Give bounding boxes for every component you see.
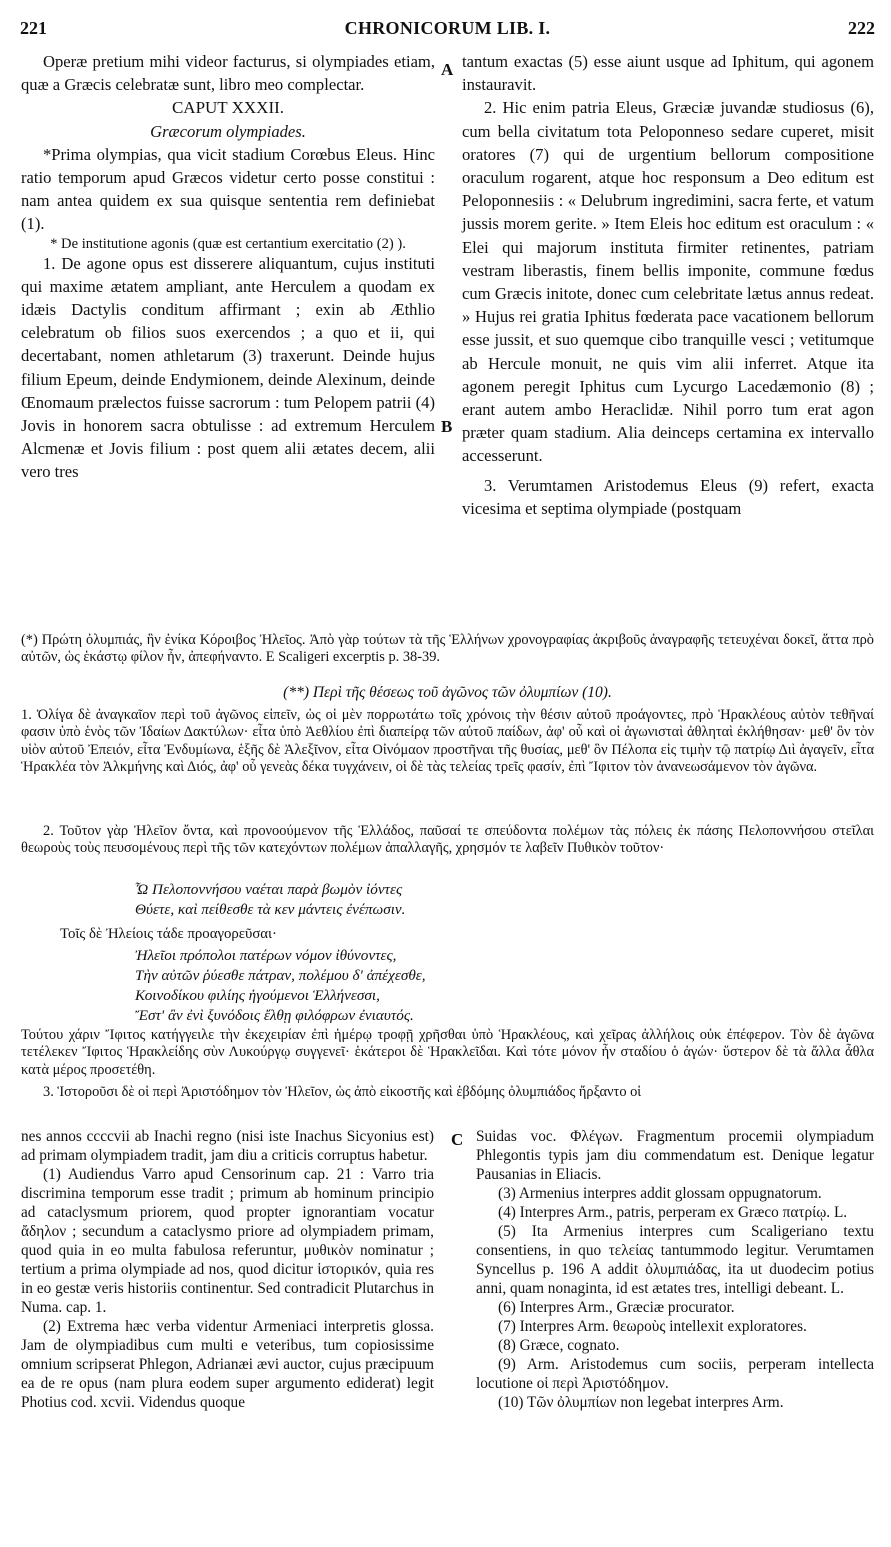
greek-paragraph-1-text: 1. Ὀλίγα δὲ ἀναγκαῖον περὶ τοῦ ἀγῶνος εἰπεῖν, ὡς οἱ μὲν πορρωτάτω τοῖς χρόνοις τὴν θέσιν αὐτοῦ προάγοντες, πρὸ Ἡρακλέους αὐτὸν τεθῆναί φασιν ὑπὸ ἑνὸς τῶν Ἰδαίων Δακτύλων· εἶτα ὑπὸ Ἀεθλίου ἐπὶ διαπείρᾳ τῶν αὐτοῦ παίδων, ἀφ' οὗ καὶ οἱ ἀγωνισταὶ ἀθληταὶ ἐκλήθησαν· μεθ' ὃν τὸν υἱὸν αὐτοῦ Ἐπειόν, εἶτα Ἐνδυμίωνα, ἑξῆς δὲ Ἀλεξῖνον, εἶτα Οἰνόμαον προστῆναι τῆς θυσίας, μεθ' ὃν Πέλοπα εἰς τιμὴν τῷ πατρίῳ Διὶ ἀγαγεῖν, εἶτα Ἡρακλέα τὸν Ἀλκμήνης καὶ Διός, ἀφ' οὗ γενεὰς δέκα τυγχάνειν, οἱ δὲ τὰς τελείας τρεῖς φασίν, ἐπὶ Ἴφιτον τὸν ἀνανεωσάμενον τὸν ἀγῶνα.	[21, 707, 874, 775]
greek-note-1	[21, 632, 874, 667]
footnote-6: (6) Interpres Arm., Græciæ procurator.	[498, 1299, 735, 1316]
footnote-7: (7) Interpres Arm. θεωροὺς intellexit exploratores.	[498, 1318, 807, 1335]
greek-note-1-text: (*) Πρώτη ὀλυμπιάς, ἣν ἐνίκα Κόροιβος Ἠλεῖος. Ἀπὸ γὰρ τούτων τὰ τῆς Ἑλλήνων χρονογραφίας ἀκριβοῦς ἀναγραφῆς τετευχέναι δοκεῖ, ἅττα πρὸ αὐτῶν, ὡς ἑκάστῳ φίλον ἦν, ἀπεφήναντο. E Scaligeri excerptis p. 38-39.	[21, 632, 874, 666]
margin-letter-a: A	[441, 60, 454, 79]
footnote-10: (10) Τῶν ὀλυμπίων non legebat interpres Arm.	[498, 1394, 784, 1411]
verse-line: Τὴν αὐτῶν ῥύεσθε πάτραν, πολέμου δ' ἀπέχεσθε,	[135, 967, 426, 984]
margin-letter-c: C	[451, 1130, 464, 1149]
greek-paragraph-3-text: Τούτου χάριν Ἴφιτος κατήγγειλε τὴν ἐκεχειρίαν ἐπὶ ἡμέρῳ τροφῇ χρῆσθαι ὑπὸ Ἡρακλέους, καὶ χεῖρας ἀλλήλοις οὐκ ἐπέφερον. Τὸν δὲ ἀγῶνα τετέλεκεν Ἴφιτος Ἡρακλείδης σὺν Λυκούργῳ συγγενεῖ· ἑκάτεροι δὲ Ἡρακλεῖδαι. Καὶ τότε μόνον ἦν σταδίου ὁ ἀγών· ὕστερον δὲ τὰ ἄλλα ἆθλα κατὰ μέρος προσετέθη.	[21, 1027, 874, 1078]
oracle-verse-1	[135, 880, 405, 920]
verse-intro: Τοῖς δὲ Ἠλείοις τάδε προαγορεῦσαι·	[60, 926, 277, 942]
footnote-5: (5) Ita Armenius interpres cum Scaligeriano textu consentiens, in quo τελείας tantummodo legitur. Verumtamen Syncellus p. 196 A addit ὀλυμπιάδας, ita ut duodecim potius anni, quam nonaginta, id est ætates tres, intelligi debeant. L.	[476, 1223, 874, 1297]
footnote-8: (8) Græce, cognato.	[498, 1337, 620, 1354]
footnote-continuation: nes annos ccccvii ab Inachi regno (nisi iste Inachus Sicyonius est) ad primam olympiadem tradit, jam diu a criticis corruptus habetur.	[21, 1128, 434, 1164]
upper-right-column	[462, 50, 874, 520]
oracle-verse-2	[135, 946, 426, 1026]
greek-paragraph-1	[21, 707, 874, 776]
verse-line: Ἠλεῖοι πρόπολοι πατέρων νόμον ἰθύνοντες,	[135, 947, 397, 964]
running-title: CHRONICORUM LIB. I.	[344, 18, 551, 38]
footnote-3: (3) Armenius interpres addit glossam oppugnatorum.	[498, 1185, 822, 1202]
footnote-2: (2) Extrema hæc verba videntur Armeniaci interpretis glossa. Jam de olympiadibus cum multi e veteribus, tum copiosissime omnium scripserat Phlegon, Adrianæi ævi auctor, cujus præcipuum ea de re opus (nam plura eodem super argumento ediderat) legit Photius cod. xcvii. Videndus quoque	[21, 1318, 434, 1411]
verse-line: Ἔστ' ἂν ἐνὶ ξυνόδοις ἔλθῃ φιλόφρων ἐνιαυτός.	[135, 1007, 414, 1024]
agon-paragraph-3: 3. Verumtamen Aristodemus Eleus (9) refert, exacta vicesima et septima olympiade (postquam	[462, 475, 874, 518]
footnote-1: (1) Audiendus Varro apud Censorinum cap. 21 : Varro tria discrimina temporum esse tradit ; primum ab hominum principio ad cataclysmum priorem, quod propter ignorantiam vocatur ἄδηλον ; secundum a cataclysmo priore ad olympiadem primam, quod quia in eo multa fabulosa referuntur, μυθικὸν nominatur ; tertium a prima olympiade ad nos, quod dicitur ἱστορικόν, quia res in eo gestæ veris historiis continentur. Sed contradicit Plutarchus in Numa. cap. 1.	[21, 1166, 434, 1316]
verse-line: Ὦ Πελοποννήσου ναέται παρὰ βωμὸν ἰόντες	[135, 881, 403, 898]
section-rubric: * De institutione agonis (quæ est certantium exercitatio (2) ).	[50, 235, 406, 252]
intro-paragraph: Operæ pretium mihi videor facturus, si olympiades etiam, quæ a Græcis celebratæ sunt, libro meo complectar.	[21, 52, 435, 95]
margin-letter-b: B	[441, 417, 453, 436]
footnote-9: (9) Arm. Aristodemus cum sociis, perperam intellecta locutione οἱ περὶ Ἀριστόδημον.	[476, 1356, 874, 1392]
page-number-left: 221	[20, 18, 47, 38]
agon-paragraph-2: 2. Hic enim patria Eleus, Græciæ juvandæ studiosus (6), cum bella civitatum tota Peloponneso sedare cuperet, misit oratores (7) qui de urgentium bellorum compositione oraculum rogarent, atque hoc responsum a Deo editum est Peloponnesiis : « Delubrum ingredimini, sacra ferte, et vatum jussis morem gerite. » Item Eleis hoc editum est oraculum : « Elei qui majorum instituta firmiter retinentes, patriam vestram liberastis, finem bellis imponite, commune fœdus cum Græcis initote, donec cum celebritate lætus annus redeat. » Hujus rei gratia Iphitus fœderata pace vacationem bellorum esse jussit, et suo quemque cibo tranquille vesci ; vetitumque ab Hercule monuit, ne quis vim alii inferret. Atque ita agonem peregit Iphitus cum Lycurgo Lacedæmonio (8) ; erant autem ambo Heraclidæ. Nihil porro tum erat agon præter quam stadium. Alia deinceps certamina ex intervallo accesserunt.	[462, 98, 874, 466]
chapter-subtitle: Græcorum olympiades.	[150, 121, 306, 141]
verse-line: Θύετε, καὶ πείθεσθε τὰ κεν μάντεις ἐνέπωσιν.	[135, 901, 406, 918]
continued-paragraph: tantum exactas (5) esse aiunt usque ad Iphitum, qui agonem instauravit.	[462, 52, 874, 95]
greek-paragraph-4	[21, 1084, 874, 1101]
lower-left-footnotes	[21, 1127, 434, 1412]
chapter-heading: CAPUT XXXII.	[171, 98, 285, 118]
verse-line: Κοινοδίκου φιλίης ἡγούμενοι Ἑλλήνεσσι,	[135, 987, 380, 1004]
greek-paragraph-3	[21, 1027, 874, 1079]
page-number-right: 222	[848, 18, 875, 38]
lower-right-footnotes	[476, 1127, 874, 1412]
greek-paragraph-4-text: 3. Ἱστοροῦσι δὲ οἱ περὶ Ἀριστόδημον τὸν Ἠλεῖον, ὡς ἀπὸ εἰκοστῆς καὶ ἑβδόμης ὀλυμπιάδος ἤρξαντο οἱ	[43, 1084, 642, 1100]
footnote-4: (4) Interpres Arm., patris, perperam ex Græco πατρίῳ. L.	[498, 1204, 848, 1221]
first-olympiad-paragraph: *Prima olympias, qua vicit stadium Corœbus Eleus. Hinc ratio temporum apud Græcos videtur certo posse constitui : nam antea quidem ex sua quisque sententia rem definiebat (1).	[21, 144, 435, 234]
agon-paragraph-1: 1. De agone opus est disserere aliquantum, cujus instituti qui maxime ætatem ampliant, ante Herculem a quodam ex idæis Dactylis conditum affirmant ; exin ab Æthlio celebratum ob filios suos exercendos ; a quo et ii, qui decertabant, nomen athletarum (3) traxerunt. Deinde hujus filium Epeum, deinde Endymionem, deinde Alexinum, deinde Œnomaum prælectos fuisse sacrorum : tum Pelopem patrii (4) Jovis in honorem sacra obtulisse : ad extremum Herculem Alcmenæ et Jovis filium : post quem alii ætates decem, alii vero tres	[21, 253, 435, 482]
greek-paragraph-2-text: 2. Τοῦτον γὰρ Ἠλεῖον ὄντα, καὶ προνοούμενον τῆς Ἑλλάδος, παῦσαί τε σπεύδοντα πολέμων τὰς πόλεις ἐκ πάσης Πελοποννήσου στεῖλαι θεωροὺς τοὺς πευσομένους περὶ τῆς τῶν κατεχόντων πολέμων ἀπαλλαγῆς, χρησμόν τε λαβεῖν Πυθικὸν τοῦτον·	[21, 823, 874, 857]
upper-left-column	[21, 50, 435, 484]
footnote-continuation-right: Suidas voc. Φλέγων. Fragmentum procemii olympiadum Phlegontis typis jam diu commendatum est. Denique legatur Pausanias in Eliacis.	[476, 1128, 874, 1183]
greek-section-title: (**) Περὶ τῆς θέσεως τοῦ ἀγῶνος τῶν ὀλυμπίων (10).	[283, 684, 612, 701]
running-header	[20, 18, 875, 44]
greek-paragraph-2	[21, 823, 874, 858]
